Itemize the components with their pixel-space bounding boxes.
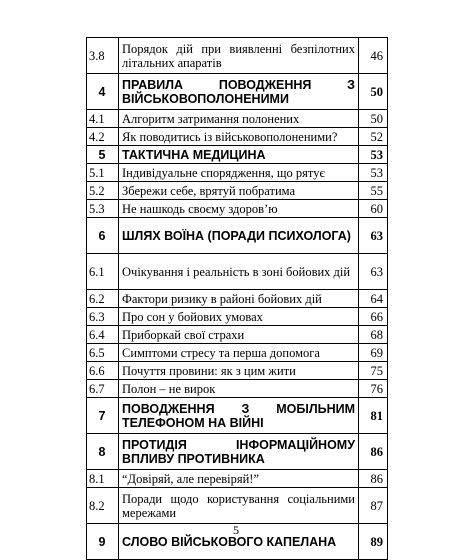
toc-number: 6.4 [87,326,119,344]
toc-page: 86 [359,434,388,470]
toc-page: 50 [359,110,388,128]
toc-section-row [87,434,388,470]
toc-page: 46 [359,38,388,74]
toc-row [87,308,388,326]
toc-number: 8 [87,434,119,470]
toc-row [87,290,388,308]
toc-title: ПРОТИДІЯ ІНФОРМАЦІЙНОМУ ВПЛИВУ ПРОТИВНИКА [119,434,359,470]
toc-number: 4.2 [87,128,119,146]
toc-row [87,326,388,344]
toc-number: 8.1 [87,470,119,488]
table-of-contents [86,37,388,560]
toc-title: ТАКТИЧНА МЕДИЦИНА [119,146,359,164]
toc-title: ПОВОДЖЕННЯ З МОБІЛЬНИМ ТЕЛЕФОНОМ НА ВІЙНІ [119,398,359,434]
toc-number: 6.1 [87,254,119,290]
toc-page: 60 [359,200,388,218]
toc-title: ШЛЯХ ВОЇНА (ПОРАДИ ПСИХОЛОГА) [119,218,359,254]
toc-page: 69 [359,344,388,362]
toc-number: 4.1 [87,110,119,128]
toc-row [87,344,388,362]
toc-number: 6.3 [87,308,119,326]
toc-page: 81 [359,398,388,434]
toc-title: Полон – не вирок [119,380,359,398]
toc-title: Симптоми стресу та перша допомога [119,344,359,362]
toc-row [87,362,388,380]
toc-title: Фактори ризику в районі бойових дій [119,290,359,308]
toc-row [87,182,388,200]
toc-section-row [87,146,388,164]
toc-title: Алгоритм затримання полонених [119,110,359,128]
toc-number: 9 [87,524,119,560]
toc-row [87,488,388,524]
toc-section-row [87,74,388,110]
toc-page: 68 [359,326,388,344]
toc-number: 6 [87,218,119,254]
toc-number: 5.3 [87,200,119,218]
toc-title: “Довіряй, але перевіряй!” [119,470,359,488]
toc-number: 8.2 [87,488,119,524]
toc-number: 4 [87,74,119,110]
toc-page: 86 [359,470,388,488]
toc-page: 53 [359,146,388,164]
toc-number: 5 [87,146,119,164]
toc-title: Індивідуальне спорядження, що рятує [119,164,359,182]
toc-page: 75 [359,362,388,380]
toc-row [87,38,388,74]
toc-row [87,380,388,398]
toc-row [87,164,388,182]
toc-page: 55 [359,182,388,200]
toc-number: 3.8 [87,38,119,74]
toc-page: 63 [359,254,388,290]
toc-title: Приборкай свої страхи [119,326,359,344]
toc-title: ПРАВИЛА ПОВОДЖЕННЯ З ВІЙСЬКОВОПОЛОНЕНИМИ [119,74,359,110]
toc-number: 5.1 [87,164,119,182]
toc-number: 6.2 [87,290,119,308]
toc-row [87,200,388,218]
toc-row [87,128,388,146]
toc-title: Збережи себе, врятуй побратима [119,182,359,200]
toc-number: 6.5 [87,344,119,362]
toc-title: Очікування і реальність в зоні бойових дій [119,254,359,290]
toc-section-row [87,398,388,434]
toc-title: СЛОВО ВІЙСЬКОВОГО КАПЕЛАНА [119,524,359,560]
toc-page: 50 [359,74,388,110]
toc-title: Як поводитись із військовополоненими? [119,128,359,146]
toc-page: 89 [359,524,388,560]
toc-title: Почуття провини: як з цим жити [119,362,359,380]
toc-page: 52 [359,128,388,146]
toc-page: 66 [359,308,388,326]
toc-row [87,470,388,488]
page-number: 5 [233,523,239,537]
toc-row [87,110,388,128]
toc-page: 63 [359,218,388,254]
toc-title: Порядок дій при виявленні безпілотних літальних апаратів [119,38,359,74]
toc-page: 87 [359,488,388,524]
toc-number: 7 [87,398,119,434]
toc-section-row [87,218,388,254]
toc-page: 76 [359,380,388,398]
toc-page: 53 [359,164,388,182]
toc-page: 64 [359,290,388,308]
toc-number: 5.2 [87,182,119,200]
toc-row [87,254,388,290]
toc-title: Поради щодо користування соціальними мережами [119,488,359,524]
toc-body [87,38,388,560]
toc-title: Про сон у бойових умовах [119,308,359,326]
toc-number: 6.7 [87,380,119,398]
toc-number: 6.6 [87,362,119,380]
toc-title: Не нашкодь своєму здоров’ю [119,200,359,218]
